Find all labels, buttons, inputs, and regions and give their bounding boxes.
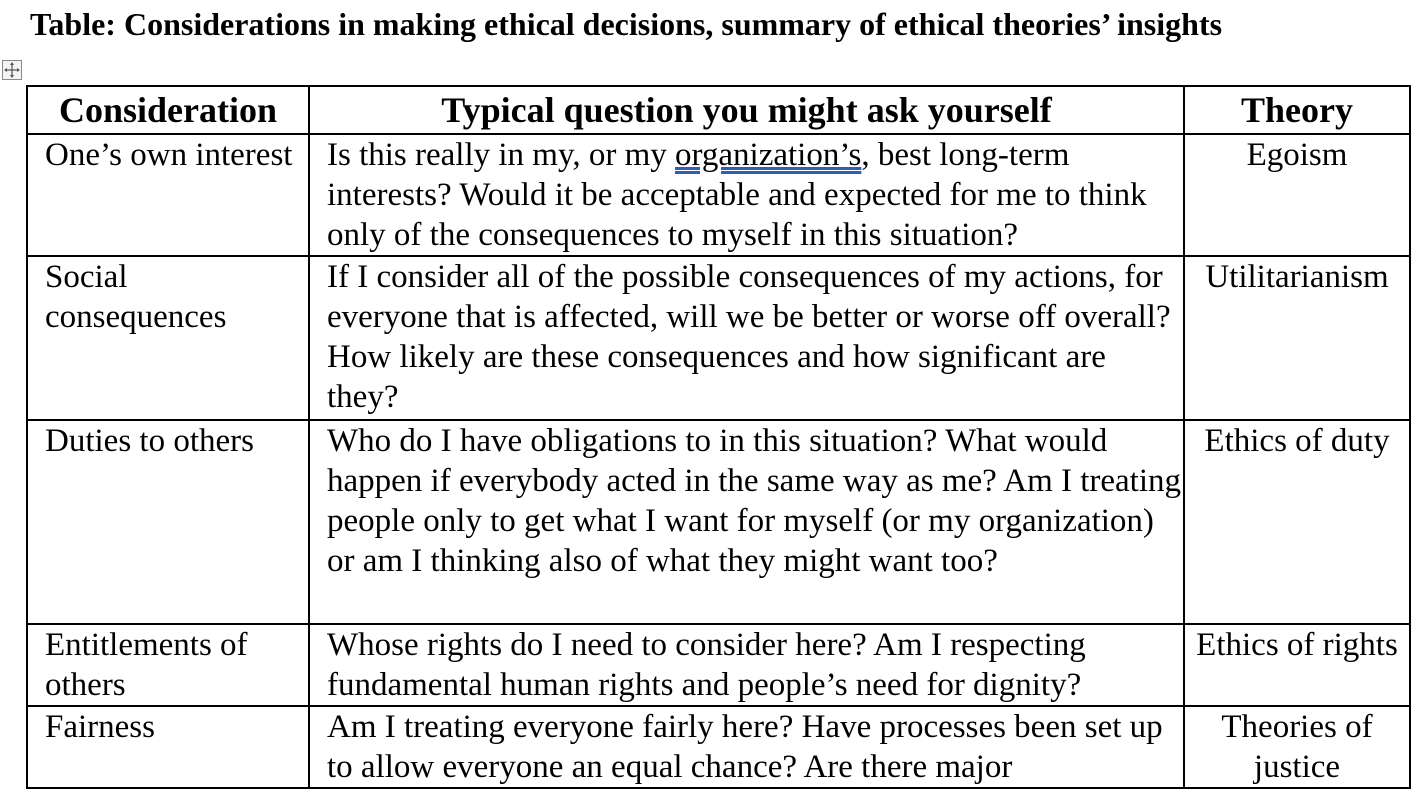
question-text: , best long-term interests? Would it be acceptable and expected for me to think only of the consequences to myself in this situation? (327, 137, 1147, 253)
consideration-cell: Duties to others (27, 420, 309, 624)
table-move-handle-icon[interactable] (2, 60, 22, 80)
table-row (27, 420, 1410, 624)
question-cell: Whose rights do I need to consider here? Am I respecting fundamental human rights and people’s need for dignity? (309, 624, 1184, 706)
theory-cell: Utilitarianism (1184, 256, 1410, 420)
question-cell: If I consider all of the possible consequences of my actions, for everyone that is affected, will we be better or worse off overall? How likely are these consequences and how significant are they? (309, 256, 1184, 420)
theory-cell: Theories of justice (1184, 706, 1410, 788)
question-text: Is this really in my, or my (327, 137, 675, 173)
question-cell: Am I treating everyone fairly here? Have processes been set up to allow everyone an equal chance? Are there major (309, 706, 1184, 788)
ethics-considerations-table (26, 85, 1411, 789)
consideration-cell: Entitlements of others (27, 624, 309, 706)
consideration-cell: Social consequences (27, 256, 309, 420)
table-row (27, 256, 1410, 420)
theory-cell: Ethics of duty (1184, 420, 1410, 624)
consideration-cell: Fairness (27, 706, 309, 788)
theory-cell: Ethics of rights (1184, 624, 1410, 706)
table-header-row (27, 86, 1410, 134)
header-consideration: Consideration (27, 86, 309, 134)
table-row (27, 624, 1410, 706)
table-row (27, 134, 1410, 256)
spellcheck-marked-word[interactable]: organization’s (674, 137, 862, 173)
question-cell: Who do I have obligations to in this situation? What would happen if everybody acted in the same way as me? Am I treating people only to get what I want for myself (or my organization) or am I thinking also of what they might want too? (309, 420, 1184, 624)
question-cell (309, 134, 1184, 256)
header-question: Typical question you might ask yourself (309, 86, 1184, 134)
header-theory: Theory (1184, 86, 1410, 134)
consideration-cell: One’s own interest (27, 134, 309, 256)
theory-cell: Egoism (1184, 134, 1410, 256)
table-row (27, 706, 1410, 788)
document-title: Table: Considerations in making ethical decisions, summary of ethical theories’ insights (30, 6, 1223, 42)
